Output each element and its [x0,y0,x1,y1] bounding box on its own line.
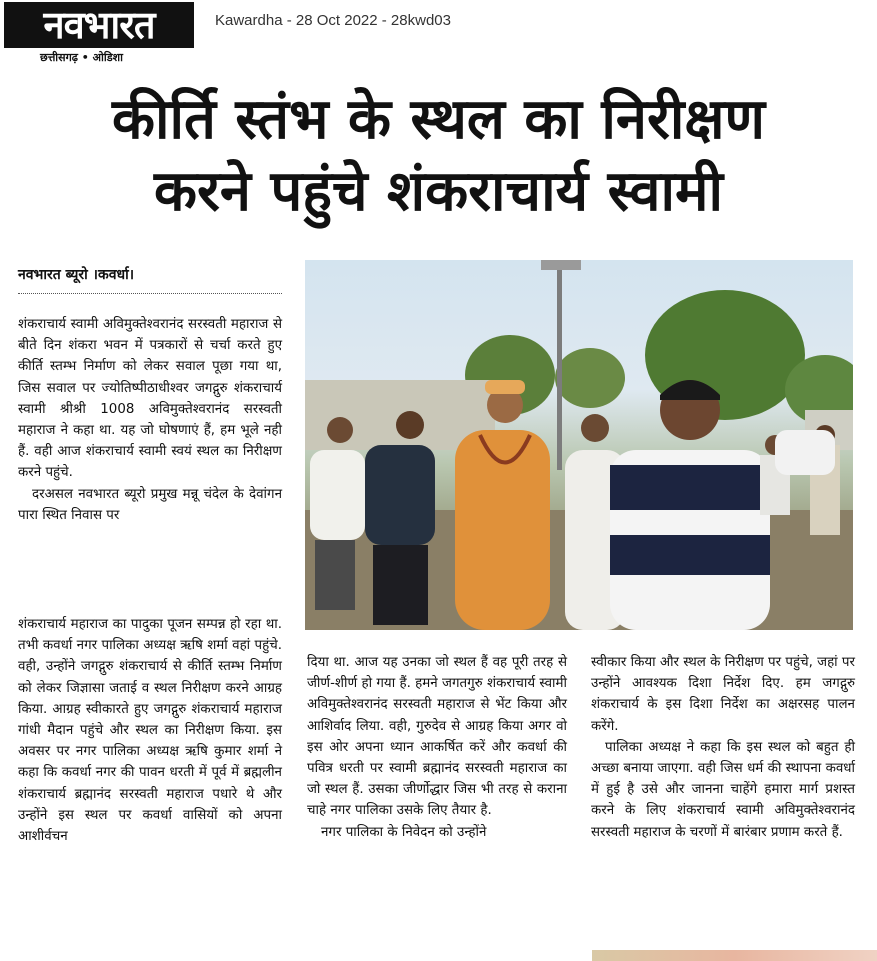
article-column-3 [591,652,855,843]
newspaper-logo: नवभारत [4,2,194,48]
edition-subtitle: छत्तीसगढ़ • ओडिशा [40,51,123,64]
paragraph: नगर पालिका के निवेदन को उन्होंने [321,824,487,840]
paragraph: दिया था. आज यह उनका जो स्थल हैं वह पूरी तरह से जीर्ण-शीर्ण हो गया हैं. हमने जगतगुरु शंकराचार्य स्वामी अविमुक्तेश्वरानंद सरस्वती महाराज से भेंट किया और आशिर्वाद लिया. वही, गुरुदेव से आग्रह किया अगर वो इस ओर अपना ध्यान आकर्षित करें और कवर्धा की पवित्र धरती पर स्वामी ब्रह्मानंद सरस्वती महाराज का जो स्थल हैं. उसका जीर्णोद्धार जिस भी तरह से कराना चाहे नगर पालिका उसके लिए तैयार है. [307,655,567,819]
article-column-1-bottom [18,614,282,847]
paragraph: शंकराचार्य स्वामी अविमुक्तेश्वरानंद सरस्वती महाराज से बीते दिन शंकरा भवन में पत्रकारों से चर्चा करते हुए कीर्ति स्तम्भ निर्माण को लेकर सवाल पूछा गया था, जिस सवाल पर ज्योतिष्पीठाधीश्वर जगद्गुरु शंकराचार्य स्वामी श्रीश्री 1008 अविमुक्तेश्वरानंद सरस्वती महाराज ने कहा था. यह जो घोषणाएं हैं, हम भूले नही हैं. वही आज शंकराचार्य स्वामी स्वयं स्थल का निरीक्षण करने पहुंचे. [18,317,282,481]
paragraph: स्वीकार किया और स्थल के निरीक्षण पर पहुंचे, जहां पर उन्होंने आवश्यक दिशा निर्देश दिए. हम जगद्गुरु शंकराचार्य के इस दिशा निर्देश का अक्षरसह पालन करेंगे. [591,655,855,734]
masthead [0,0,200,64]
byline: नवभारत ब्यूरो ।कवर्धा। [18,267,135,283]
clip-meta: Kawardha - 28 Oct 2022 - 28kwd03 [215,12,451,29]
news-photo [305,260,853,630]
article-column-2 [307,652,567,843]
byline-divider [18,293,282,294]
paragraph: पालिका अध्यक्ष ने कहा कि इस स्थल को बहुत ही अच्छा बनाया जाएगा. वही जिस धर्म की स्थापना कवर्धा में हुई है उसे और जानना चाहेंगे हमारा मार्ग प्रशस्त करने के लिए शंकराचार्य स्वामी अविमुक्तेश्वरानंद सरस्वती महाराज के चरणों में बारंबार प्रणाम करते हैं. [591,739,855,840]
adjacent-clipping-edge [592,950,877,961]
headline [0,86,877,226]
photo-illustration [305,260,853,630]
paragraph: दरअसल नवभारत ब्यूरो प्रमुख मन्नू चंदेल के देवांगन पारा स्थित निवास पर [18,486,282,523]
paragraph: शंकराचार्य महाराज का पादुका पूजन सम्पन्न हो रहा था. तभी कवर्धा नगर पालिका अध्यक्ष ऋषि शर्मा वहां पहुंचे. वही, उन्होंने जगद्गुरु शंकराचार्य से कीर्ति स्तम्भ निर्माण को लेकर जिज्ञासा जताई व स्थल निरीक्षण करने आग्रह किया. आग्रह स्वीकारते हुए जगद्गुरु शंकराचार्य महाराज गांधी मैदान पहुंचे और स्थल का निरीक्षण किया. इस अवसर पर नगर पालिका अध्यक्ष ऋषि कुमार शर्मा ने कहा कि कवर्धा नगर की पावन धरती में पूर्व में ब्रह्मलीन शंकराचार्य ब्रह्मानंद सरस्वती महाराज पधारे थे और उन्होंने इस स्थल पर कवर्धा वासियों को अपना आशीर्वचन [18,617,282,845]
article-column-1-top [18,314,282,526]
headline-line-2: करने पहुंचे शंकराचार्य स्वामी [153,159,724,224]
headline-line-1: कीर्ति स्तंभ के स्थल का निरीक्षण [111,87,766,152]
